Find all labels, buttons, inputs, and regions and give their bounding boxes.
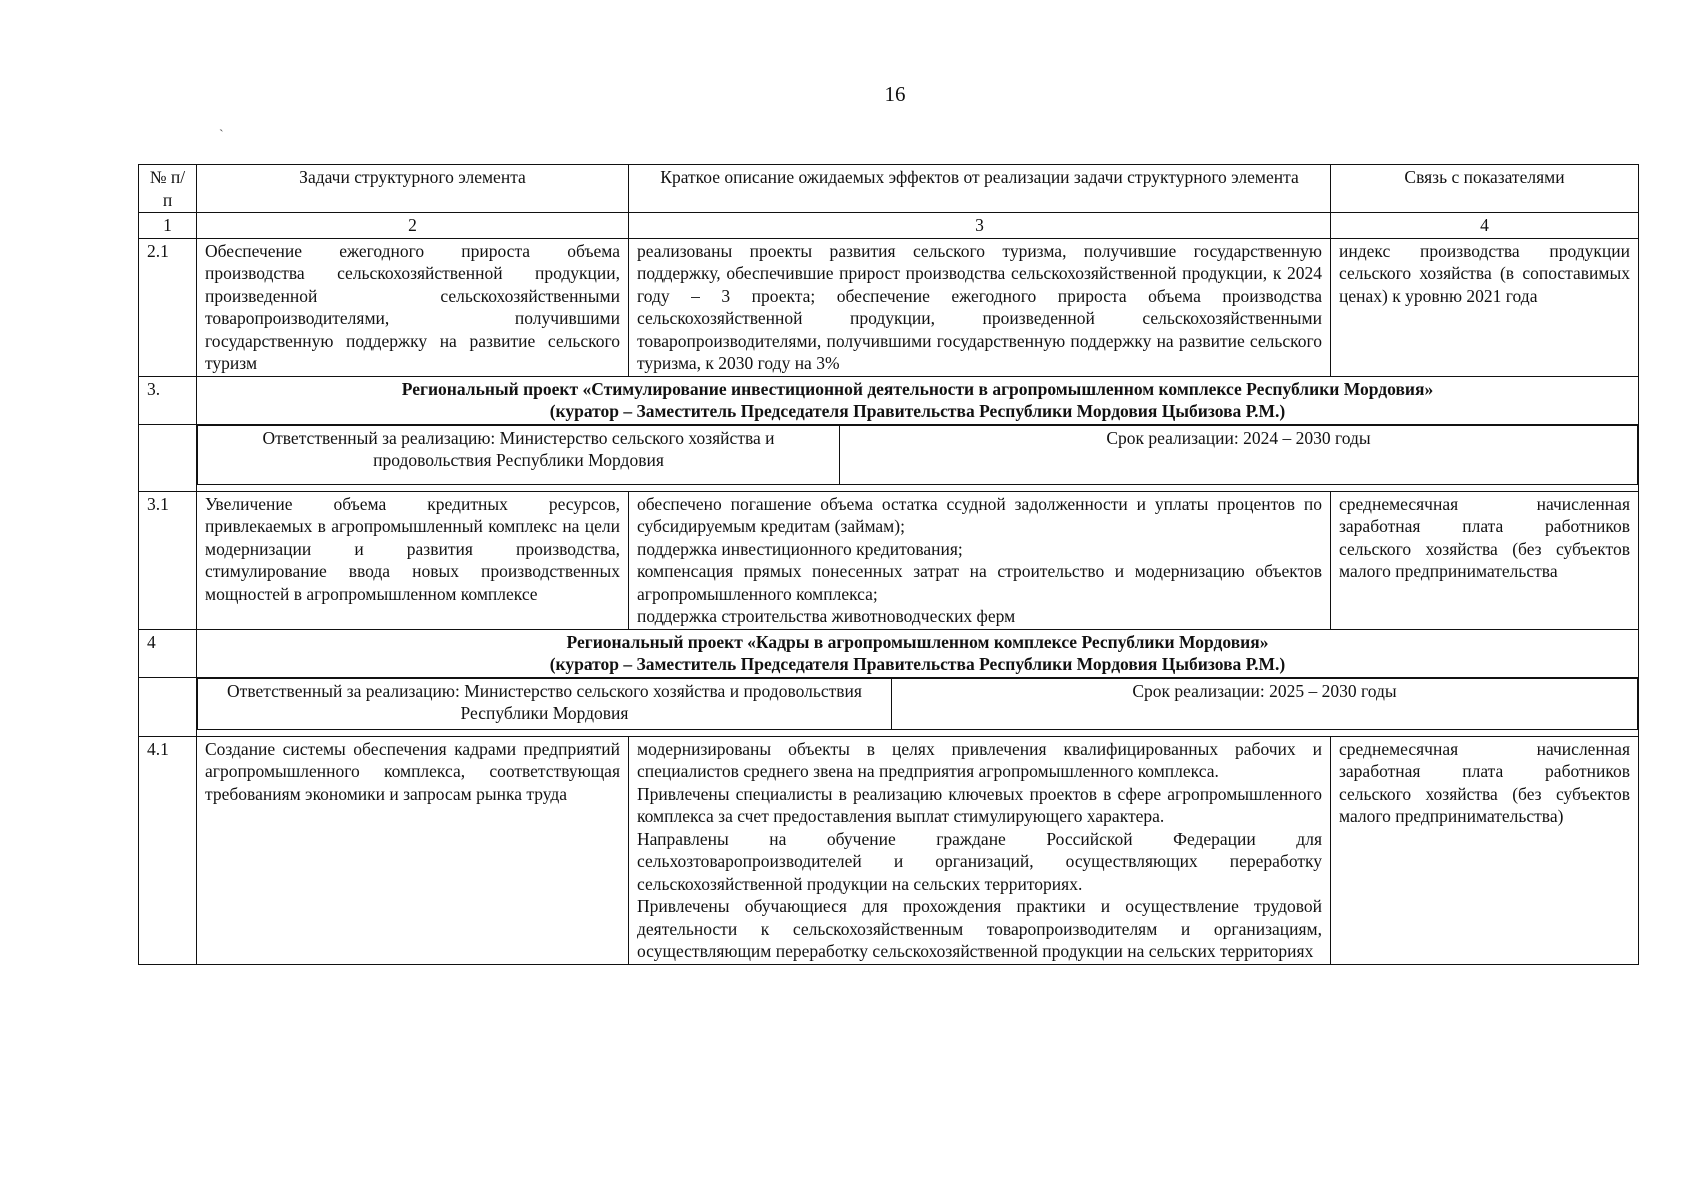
project-4-responsible-container: [197, 677, 1639, 736]
row-number: 3.: [139, 376, 197, 424]
project-4-title-line1: Региональный проект «Кадры в агропромышленном комплексе Республики Мордовия»: [566, 631, 1269, 652]
row-number: 4.1: [139, 736, 197, 964]
project-3-title-row: [139, 376, 1639, 424]
effect-item: Направлены на обучение граждане Российской Федерации для сельхозтоваропроизводителей и организаций, осуществляющих переработку сельскохозяйственной продукции на сельских территориях.: [637, 828, 1322, 894]
row-number: 3.1: [139, 491, 197, 629]
scan-artifact-mark: `: [219, 128, 224, 143]
task-cell: Создание системы обеспечения кадрами предприятий агропромышленного комплекса, соответствующая требованиям экономики и запросам рынка труда: [197, 736, 629, 964]
effect-item: модернизированы объекты в целях привлечения квалифицированных рабочих и специалистов среднего звена на предприятия агропромышленного комплекса.: [637, 738, 1322, 781]
project-3-title-line1: Региональный проект «Стимулирование инвестиционной деятельности в агропромышленном комплексе Республики Мордовия»: [401, 378, 1434, 399]
project-3-curator: (куратор – Заместитель Председателя Правительства Республики Мордовия Цыбизова Р.М.): [549, 401, 1286, 421]
table-row-4-1: [139, 736, 1639, 964]
table-row-2-1: [139, 238, 1639, 376]
page-number: 16: [884, 82, 906, 106]
task-cell: Увеличение объема кредитных ресурсов, привлекаемых в агропромышленный комплекс на цели модернизации и развития производства, стимулирование ввода новых производственных мощностей в агропромышленном комплексе: [197, 491, 629, 629]
column-number-2: 2: [197, 213, 629, 239]
project-4-title-row: [139, 629, 1639, 677]
task-cell: Обеспечение ежегодного прироста объема производства сельскохозяйственной продукции, произведенной сельскохозяйственными товаропроизводителями, получившими государственную поддержку на развитие сельского туризм: [197, 238, 629, 376]
effect-item: компенсация прямых понесенных затрат на строительство и модернизацию объектов агропромышленного комплекса;: [637, 561, 1322, 604]
project-3-responsible-table: [197, 425, 1638, 485]
empty-num-cell: [139, 424, 197, 491]
project-4-responsible: Ответственный за реализацию: Министерство сельского хозяйства и продовольствия Республики Мордовия: [198, 678, 892, 729]
project-3-responsible-row: [139, 424, 1639, 491]
project-4-responsible-table: [197, 678, 1638, 730]
effect-item: поддержка инвестиционного кредитования;: [637, 538, 963, 559]
indicator-cell: среднемесячная начисленная заработная плата работников сельского хозяйства (без субъектов малого предпринимательства): [1331, 736, 1639, 964]
indicator-cell: индекс производства продукции сельского хозяйства (в сопоставимых ценах) к уровню 2021 года: [1331, 238, 1639, 376]
column-number-row: [139, 213, 1639, 239]
header-tasks: Задачи структурного элемента: [197, 165, 629, 213]
column-number-3: 3: [629, 213, 1331, 239]
table-row-3-1: [139, 491, 1639, 629]
effect-item: Привлечены специалисты в реализацию ключевых проектов в сфере агропромышленного комплекса за счет предоставления выплат стимулирующего характера.: [637, 783, 1322, 826]
effect-item: обеспечено погашение объема остатка ссудной задолженности и уплаты процентов по субсидируемым кредитам (займам);: [637, 493, 1322, 536]
effect-item: поддержка строительства животноводческих ферм: [637, 606, 1016, 626]
project-4-curator: (куратор – Заместитель Председателя Правительства Республики Мордовия Цыбизова Р.М.): [549, 654, 1286, 674]
project-4-responsible-row: [139, 677, 1639, 736]
row-number: 4: [139, 629, 197, 677]
program-table: [138, 164, 1639, 965]
project-4-title: [197, 629, 1639, 677]
column-number-1: 1: [139, 213, 197, 239]
header-num: № п/п: [139, 165, 197, 213]
project-4-term: Срок реализации: 2025 – 2030 годы: [892, 678, 1638, 729]
project-3-term: Срок реализации: 2024 – 2030 годы: [840, 425, 1638, 484]
effect-cell: [629, 491, 1331, 629]
empty-num-cell: [139, 677, 197, 736]
project-3-title: [197, 376, 1639, 424]
row-number: 2.1: [139, 238, 197, 376]
effect-cell: реализованы проекты развития сельского туризма, получившие государственную поддержку, обеспечившие прирост производства сельскохозяйственной продукции, к 2024 году – 3 проекта; обеспечение ежегодного прироста объема производства сельскохозяйственной продукции, произведенной сельскохозяйственными товаропроизводителями, получившими государственную поддержку на развитие сельского туризма, к 2030 году на 3%: [629, 238, 1331, 376]
header-effects: Краткое описание ожидаемых эффектов от реализации задачи структурного элемента: [629, 165, 1331, 213]
project-3-responsible-container: [197, 424, 1639, 491]
effect-cell: [629, 736, 1331, 964]
effect-item: Привлечены обучающиеся для прохождения практики и осуществление трудовой деятельности к сельскохозяйственным товаропроизводителям и организациям, осуществляющим переработку сельскохозяйственной продукции на сельских территориях: [637, 896, 1322, 961]
header-indicators: Связь с показателями: [1331, 165, 1639, 213]
indicator-cell: среднемесячная начисленная заработная плата работников сельского хозяйства (без субъектов малого предпринимательства: [1331, 491, 1639, 629]
column-number-4: 4: [1331, 213, 1639, 239]
project-3-responsible: Ответственный за реализацию: Министерство сельского хозяйства и продовольствия Республики Мордовия: [198, 425, 840, 484]
table-header-row: [139, 165, 1639, 213]
